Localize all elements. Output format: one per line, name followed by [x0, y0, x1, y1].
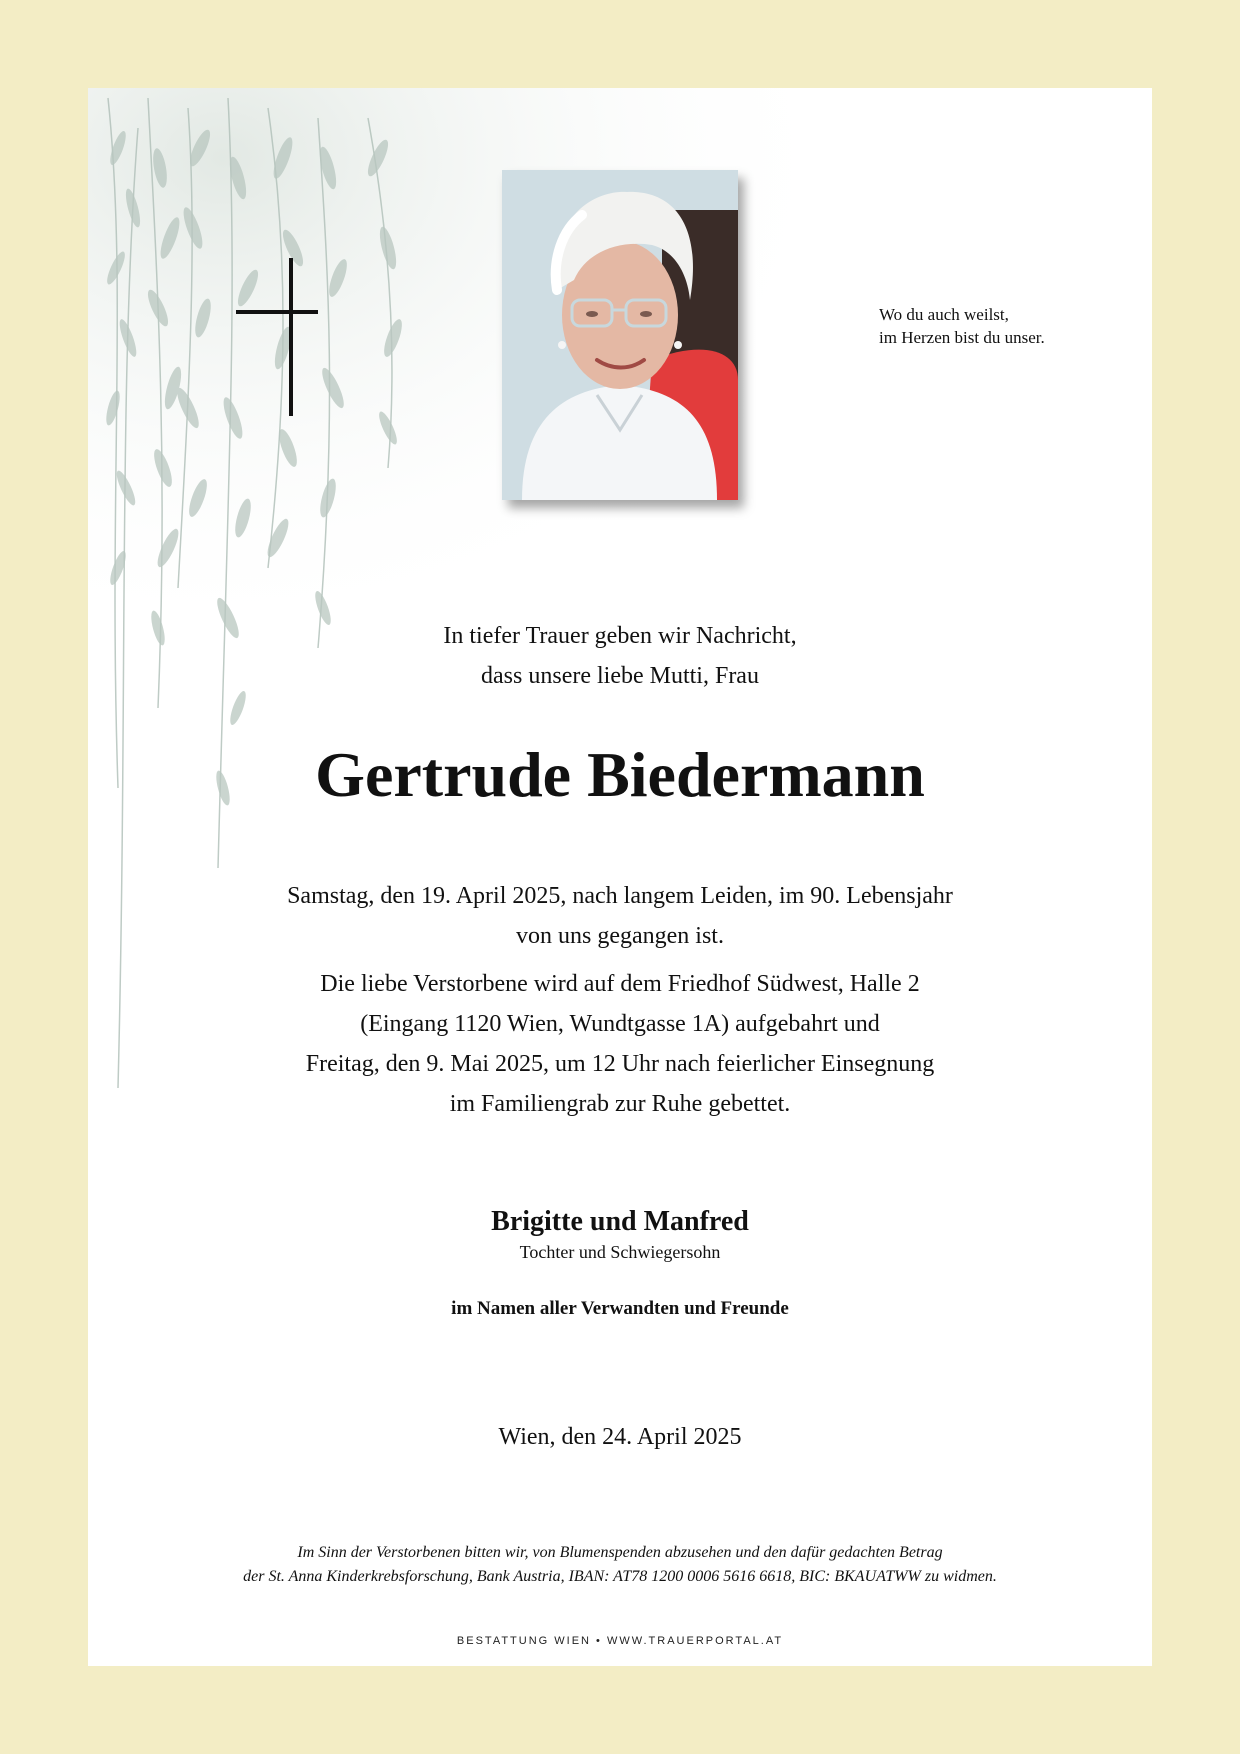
donation-line-1: Im Sinn der Verstorbenen bitten wir, von Blumenspenden abzusehen und den dafür gedachten Betrag	[297, 1544, 943, 1561]
mourners-relation: Tochter und Schwiegersohn	[519, 1242, 721, 1262]
donation-note	[88, 1541, 1152, 1589]
donation-line-2: der St. Anna Kinderkrebsforschung, Bank Austria, IBAN: AT78 1200 0006 5616 6618, BIC: BKAUATWW zu widmen.	[243, 1568, 997, 1585]
funeral-line-3: Freitag, den 9. Mai 2025, um 12 Uhr nach feierlicher Einsegnung	[305, 1051, 935, 1077]
mourners-behalf: im Namen aller Verwandten und Freunde	[451, 1298, 789, 1319]
cross-vertical-bar	[289, 258, 293, 416]
quote-line-1: Wo du auch weilst,	[879, 305, 1009, 324]
intro-text	[88, 616, 1152, 696]
funeral-line-4: im Familiengrab zur Ruhe gebettet.	[449, 1091, 791, 1117]
death-line-1: Samstag, den 19. April 2025, nach langem Leiden, im 90. Lebensjahr	[287, 883, 953, 909]
mourners-names: Brigitte und Manfred	[491, 1206, 749, 1237]
death-line-2: von uns gegangen ist.	[516, 923, 724, 949]
footer-credit: BESTATTUNG WIEN • WWW.TRAUERPORTAL.AT	[456, 1635, 784, 1647]
funeral-line-1: Die liebe Verstorbene wird auf dem Friedhof Südwest, Halle 2	[320, 971, 920, 997]
portrait-photo	[502, 170, 738, 500]
deceased-name: Gertrude Biedermann	[315, 739, 925, 810]
intro-line-2: dass unsere liebe Mutti, Frau	[481, 663, 759, 689]
death-notice	[88, 876, 1152, 956]
quote	[879, 303, 1045, 349]
funeral-line-2: (Eingang 1120 Wien, Wundtgasse 1A) aufgebahrt und	[360, 1011, 880, 1037]
intro-line-1: In tiefer Trauer geben wir Nachricht,	[443, 623, 797, 649]
funeral-details	[88, 964, 1152, 1124]
obituary-card	[88, 88, 1152, 1666]
cross-horizontal-bar	[236, 310, 318, 314]
place-date: Wien, den 24. April 2025	[498, 1424, 742, 1450]
latin-cross-icon	[236, 258, 318, 416]
quote-line-2: im Herzen bist du unser.	[879, 328, 1045, 347]
